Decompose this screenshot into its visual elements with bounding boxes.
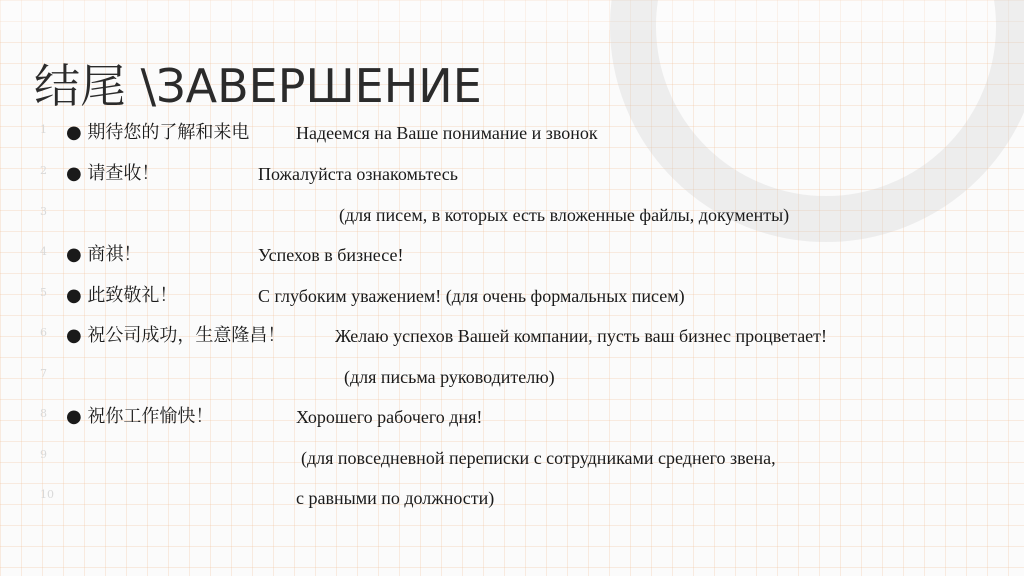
russian-translation: с равными по должности) xyxy=(296,488,495,508)
text-line xyxy=(0,438,1024,478)
line-number: 9 xyxy=(40,448,47,461)
text-line xyxy=(0,397,1024,437)
russian-translation: Хорошего рабочего дня! xyxy=(296,407,483,427)
chinese-phrase: ● 此致敬礼！ xyxy=(66,285,178,306)
russian-translation: Успехов в бизнесе! xyxy=(258,245,404,265)
text-line xyxy=(0,276,1024,316)
line-number: 3 xyxy=(40,205,47,218)
chinese-phrase: ● 期待您的了解和来电 xyxy=(66,122,250,143)
line-number: 8 xyxy=(40,407,47,420)
russian-translation: Желаю успехов Вашей компании, пусть ваш бизнес процветает! xyxy=(335,326,828,346)
russian-translation: С глубоким уважением! (для очень формальных писем) xyxy=(258,286,685,306)
chinese-phrase: ● 祝你工作愉快！ xyxy=(66,406,214,427)
text-line xyxy=(0,357,1024,397)
text-line xyxy=(0,113,1024,153)
chinese-phrase: ● 商祺！ xyxy=(66,244,142,265)
russian-translation: Пожалуйста ознакомьтесь xyxy=(258,164,458,184)
russian-translation: Надеемся на Ваше понимание и звонок xyxy=(296,123,598,143)
chinese-phrase: ● 祝公司成功，生意隆昌！ xyxy=(66,325,286,346)
chinese-phrase: ● 请查收！ xyxy=(66,163,160,184)
text-line xyxy=(0,154,1024,194)
line-number: 2 xyxy=(40,164,47,177)
line-number: 6 xyxy=(40,326,47,339)
text-line xyxy=(0,478,1024,518)
line-number: 5 xyxy=(40,286,47,299)
text-line xyxy=(0,195,1024,235)
slide-title: 结尾 \ЗАВЕРШЕНИЕ xyxy=(34,59,482,113)
russian-translation: (для писем, в которых есть вложенные файлы, документы) xyxy=(339,205,790,225)
text-line xyxy=(0,235,1024,275)
text-line xyxy=(0,316,1024,356)
line-number: 1 xyxy=(40,123,47,136)
line-number: 7 xyxy=(40,367,47,380)
line-number: 4 xyxy=(40,245,47,258)
line-number: 10 xyxy=(40,488,54,501)
russian-translation: (для повседневной переписки с сотрудниками среднего звена, xyxy=(301,448,776,468)
russian-translation: (для письма руководителю) xyxy=(344,367,555,387)
